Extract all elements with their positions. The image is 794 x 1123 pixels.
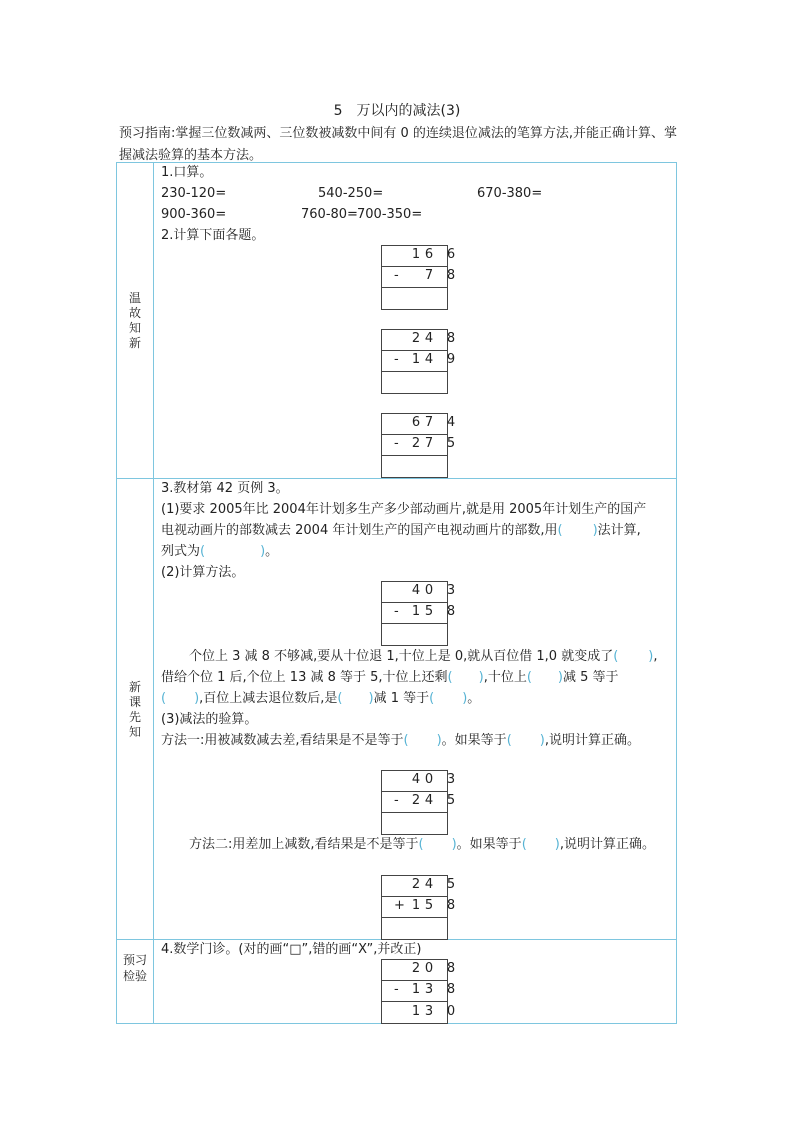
calc-row-result[interactable] <box>381 812 448 835</box>
calc-row-result[interactable] <box>381 917 448 940</box>
calc-left-border <box>381 413 382 478</box>
calc-digit: 8 <box>446 961 456 976</box>
answer-blank[interactable] <box>448 669 484 687</box>
vertical-calc-7 <box>381 959 456 1024</box>
answer-blank[interactable] <box>419 836 457 854</box>
text: ,说明计算正确。 <box>544 733 640 748</box>
calc-digit: 4 <box>446 415 456 430</box>
text: 。 <box>265 544 279 559</box>
answer-blank[interactable] <box>522 836 560 854</box>
text: 个位上 3 减 8 不够减,要从十位退 1,十位上是 0,就从百位借 1,0 就变成了 <box>189 649 614 664</box>
q3-para3-line3 <box>161 690 480 708</box>
minus-sign: - <box>394 436 399 451</box>
text: , <box>653 649 658 664</box>
minus-sign: - <box>394 352 399 367</box>
calc-digit: 1 <box>411 982 421 997</box>
answer-blank[interactable] <box>200 543 265 561</box>
text: 电视动画片的部数减去 2004 年计划生产的国产电视动画片的部数,用 <box>161 523 558 538</box>
q3-para3-line2 <box>161 669 619 687</box>
answer-blank[interactable] <box>404 732 442 750</box>
calc-digit: 7 <box>424 268 434 283</box>
calc-digit: 2 <box>411 331 421 346</box>
calc-digit: 6 <box>424 247 434 262</box>
minus-sign: - <box>394 604 399 619</box>
calc-digit: 0 <box>424 961 434 976</box>
calc-row-result[interactable] <box>381 455 448 478</box>
calc-digit: 4 <box>424 331 434 346</box>
vertical-calc-1 <box>381 245 456 310</box>
q1-item-a: 230-120= <box>161 186 227 201</box>
text: 。如果等于 <box>456 837 522 852</box>
calc-digit: 7 <box>424 415 434 430</box>
calc-left-border <box>381 959 382 1024</box>
preview-guide: 预习指南:掌握三位数减两、三位数被减数中间有 0 的连续退位减法的笔算方法,并能正确计算、掌握减法验算的基本方法。 <box>119 126 678 163</box>
vertical-calc-3 <box>381 413 456 478</box>
q2-heading: 2.计算下面各题。 <box>161 228 265 243</box>
calc-digit: 6 <box>446 247 456 262</box>
vertical-calc-5 <box>381 770 456 835</box>
calc-digit: 1 <box>411 604 421 619</box>
calc-digit: 4 <box>424 352 434 367</box>
q3-para4: (3)减法的验算。 <box>161 712 258 727</box>
calc-digit: 6 <box>411 415 421 430</box>
q1-item-e: 760-80= <box>301 207 358 222</box>
q4-heading: 4.数学门诊。(对的画“□”,错的画“X”,并改正) <box>161 942 422 957</box>
column-divider <box>153 163 154 1023</box>
calc-digit: 8 <box>446 331 456 346</box>
q3-para3-line1 <box>189 648 658 666</box>
calc-row-result[interactable] <box>381 287 448 310</box>
calc-left-border <box>381 581 382 646</box>
calc-digit: 3 <box>446 583 456 598</box>
text: 减 1 等于 <box>373 691 430 706</box>
calc-digit: 2 <box>411 793 421 808</box>
calc-digit: 2 <box>411 877 421 892</box>
text: 减 5 等于 <box>563 670 619 685</box>
calc-digit: 1 <box>411 352 421 367</box>
q3-heading: 3.教材第 42 页例 3。 <box>161 481 289 496</box>
calc-digit: 3 <box>424 982 434 997</box>
answer-blank[interactable] <box>613 648 653 666</box>
calc-digit: 0 <box>424 583 434 598</box>
section-label-new <box>117 680 153 740</box>
calc-digit: 0 <box>424 772 434 787</box>
vertical-calc-4 <box>381 581 456 646</box>
section-label-review <box>117 291 153 351</box>
calc-digit: 5 <box>424 898 434 913</box>
calc-row-result[interactable] <box>381 371 448 394</box>
text: 方法一:用被减数减去差,看结果是不是等于 <box>161 733 404 748</box>
q3-para1-line1: (1)要求 2005年比 2004年计划多生产多少部动画片,就是用 2005年计划生产的国产 <box>161 502 647 517</box>
answer-blank[interactable] <box>507 732 545 750</box>
answer-blank[interactable] <box>337 690 373 708</box>
vertical-calc-6 <box>381 875 456 940</box>
text: ,说明计算正确。 <box>559 837 655 852</box>
section-label-text: 温故知新 <box>128 291 141 350</box>
text: 法计算, <box>597 523 641 538</box>
minus-sign: - <box>394 982 399 997</box>
answer-blank[interactable] <box>161 690 199 708</box>
calc-digit: 2 <box>411 961 421 976</box>
text: 。如果等于 <box>441 733 507 748</box>
q3-para1-line3 <box>161 543 278 561</box>
text: 方法二:用差加上减数,看结果是不是等于 <box>189 837 419 852</box>
calc-digit: 9 <box>446 352 456 367</box>
section-label-text: 预习检验 <box>122 953 147 983</box>
page-title: 5 万以内的减法(3) <box>333 103 461 119</box>
calc-digit: 5 <box>446 877 456 892</box>
answer-blank[interactable] <box>557 522 597 540</box>
text: ,百位上减去退位数后,是 <box>199 691 338 706</box>
text: 列式为 <box>161 544 201 559</box>
q3-para1-line2 <box>161 522 641 540</box>
text: ,十位上 <box>483 670 527 685</box>
q3-method2 <box>189 836 655 854</box>
calc-digit: 0 <box>446 1004 456 1019</box>
calc-digit: 1 <box>411 247 421 262</box>
q1-heading: 1.口算。 <box>161 165 213 180</box>
calc-left-border <box>381 770 382 835</box>
calc-digit: 8 <box>446 604 456 619</box>
calc-digit: 4 <box>411 772 421 787</box>
calc-digit: 4 <box>424 793 434 808</box>
minus-sign: - <box>394 268 399 283</box>
answer-blank[interactable] <box>527 669 563 687</box>
calc-digit: 5 <box>424 604 434 619</box>
minus-sign: - <box>394 793 399 808</box>
calc-digit: 2 <box>411 436 421 451</box>
calc-digit: 4 <box>424 877 434 892</box>
calc-left-border <box>381 329 382 394</box>
plus-sign: + <box>394 898 405 913</box>
vertical-calc-2 <box>381 329 456 394</box>
q3-para2: (2)计算方法。 <box>161 565 245 580</box>
calc-digit: 3 <box>424 1004 434 1019</box>
row-divider-1 <box>117 478 676 479</box>
section-label-text: 新课先知 <box>128 680 141 739</box>
q1-item-b: 540-250= <box>318 186 384 201</box>
calc-digit: 5 <box>446 436 456 451</box>
q3-method1 <box>161 732 640 750</box>
calc-digit: 8 <box>446 982 456 997</box>
calc-digit: 7 <box>424 436 434 451</box>
calc-row-result[interactable] <box>381 623 448 646</box>
calc-digit: 4 <box>411 583 421 598</box>
section-label-check <box>117 952 153 984</box>
calc-digit: 1 <box>411 1004 421 1019</box>
calc-digit: 8 <box>446 898 456 913</box>
text: 。 <box>467 691 481 706</box>
text: 借给个位 1 后,个位上 13 减 8 等于 5,十位上还剩 <box>161 670 448 685</box>
calc-left-border <box>381 875 382 940</box>
calc-row-bottom <box>381 266 448 287</box>
q1-item-f: 700-350= <box>357 207 423 222</box>
calc-digit: 1 <box>411 898 421 913</box>
q1-item-d: 900-360= <box>161 207 227 222</box>
calc-digit: 8 <box>446 268 456 283</box>
calc-digit: 3 <box>446 772 456 787</box>
calc-left-border <box>381 245 382 310</box>
q1-item-c: 670-380= <box>477 186 543 201</box>
answer-blank[interactable] <box>429 690 467 708</box>
calc-digit: 5 <box>446 793 456 808</box>
